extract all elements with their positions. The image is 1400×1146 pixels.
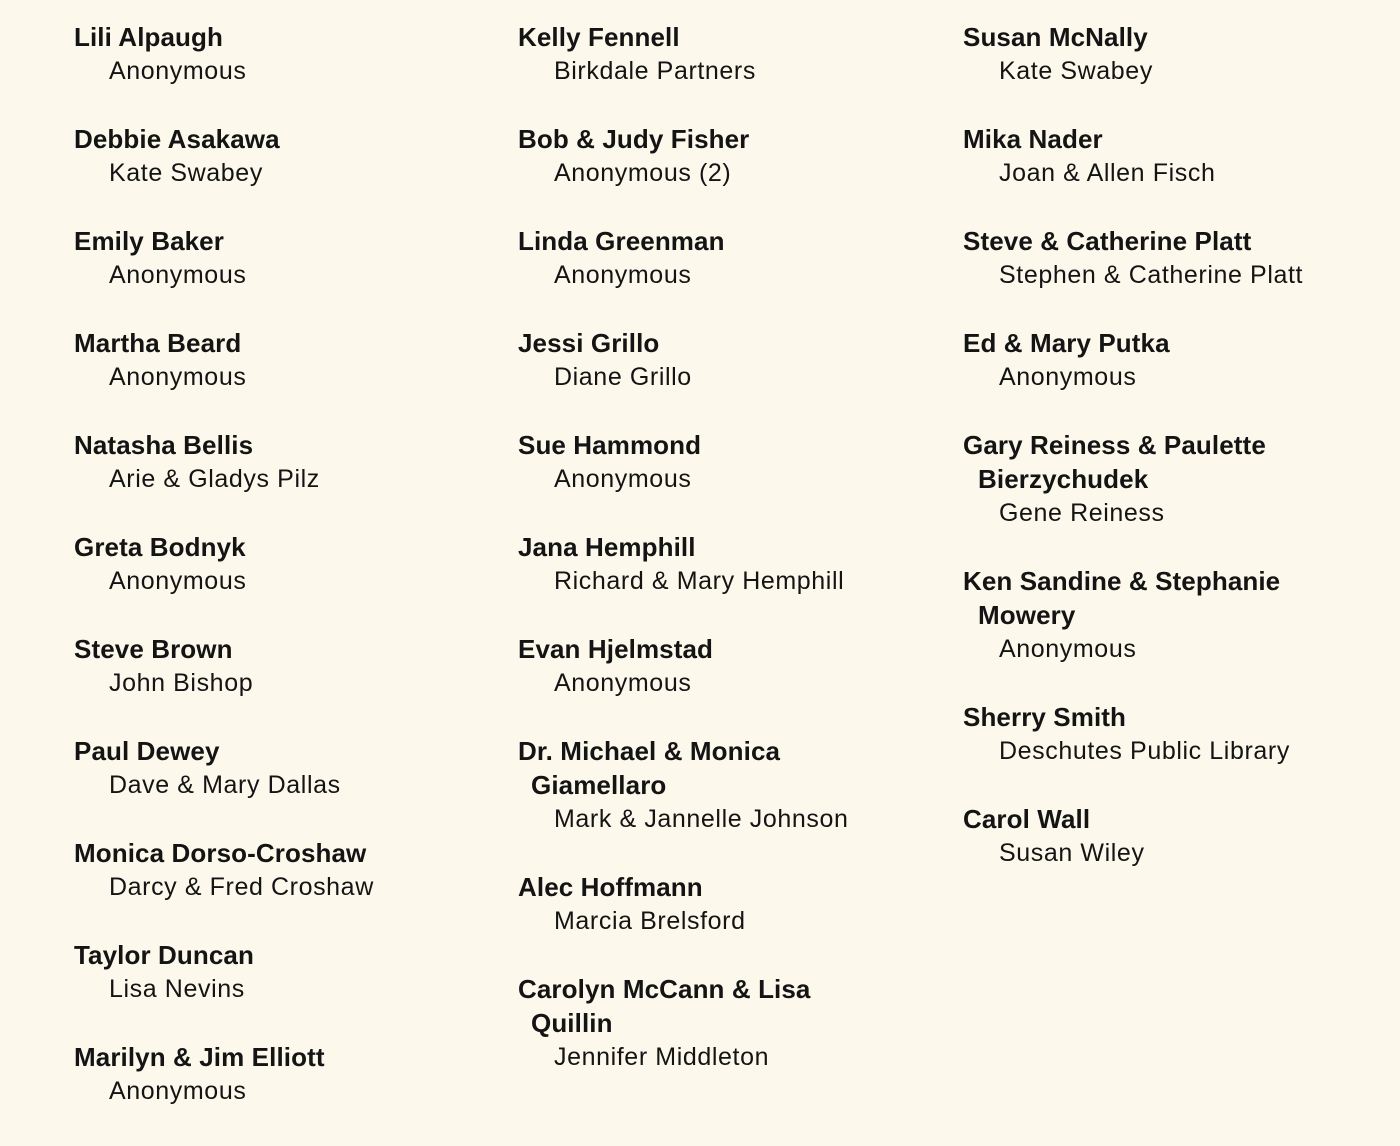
tribute-entry bbox=[963, 326, 1383, 394]
honoree-name: Debbie Asakawa bbox=[74, 124, 280, 154]
tribute-entry bbox=[963, 700, 1383, 768]
tribute-entry bbox=[963, 428, 1383, 530]
donor-name: Anonymous bbox=[554, 465, 692, 493]
donor-name: Kate Swabey bbox=[999, 57, 1153, 85]
tribute-entry bbox=[74, 530, 494, 598]
honoree-name: Linda Greenman bbox=[518, 226, 725, 256]
tribute-entry bbox=[74, 428, 494, 496]
donor-name: Joan & Allen Fisch bbox=[999, 159, 1216, 187]
donor-name: Anonymous bbox=[109, 363, 247, 391]
honor-column-3 bbox=[963, 20, 1383, 904]
tribute-entry bbox=[74, 1040, 494, 1108]
honoree-name: Steve & Catherine Platt bbox=[963, 226, 1252, 256]
donor-name: Lisa Nevins bbox=[109, 975, 245, 1003]
tribute-entry bbox=[518, 972, 938, 1074]
donor-name: Anonymous bbox=[554, 669, 692, 697]
honoree-name: Natasha Bellis bbox=[74, 430, 254, 460]
donor-name: Mark & Jannelle Johnson bbox=[554, 805, 849, 833]
honoree-name: Ed & Mary Putka bbox=[963, 328, 1170, 358]
honoree-name: Jana Hemphill bbox=[518, 532, 696, 562]
honor-column-2 bbox=[518, 20, 938, 1108]
tribute-entry bbox=[963, 564, 1383, 666]
donor-name: Anonymous bbox=[554, 261, 692, 289]
donor-name: Richard & Mary Hemphill bbox=[554, 567, 845, 595]
honoree-name: Sherry Smith bbox=[963, 702, 1127, 732]
tribute-entry bbox=[963, 802, 1383, 870]
honoree-name: Taylor Duncan bbox=[74, 940, 254, 970]
tribute-entry bbox=[74, 734, 494, 802]
honor-column-1 bbox=[74, 20, 494, 1142]
tribute-entry bbox=[74, 326, 494, 394]
honoree-name: Marilyn & Jim Elliott bbox=[74, 1042, 325, 1072]
donor-name: Anonymous bbox=[109, 567, 247, 595]
tribute-entry bbox=[963, 224, 1383, 292]
donor-name: Anonymous bbox=[109, 57, 247, 85]
tribute-entry bbox=[518, 428, 938, 496]
donor-name: Darcy & Fred Croshaw bbox=[109, 873, 374, 901]
tribute-entry bbox=[518, 870, 938, 938]
donor-name: Jennifer Middleton bbox=[554, 1043, 770, 1071]
tribute-entry bbox=[74, 632, 494, 700]
donor-name: Diane Grillo bbox=[554, 363, 692, 391]
tribute-entry bbox=[74, 224, 494, 292]
tribute-entry bbox=[74, 938, 494, 1006]
donor-name: Anonymous bbox=[109, 1077, 247, 1105]
honoree-name: Susan McNally bbox=[963, 22, 1148, 52]
donor-name: Anonymous (2) bbox=[554, 159, 732, 187]
honoree-name: Lili Alpaugh bbox=[74, 22, 223, 52]
honoree-name: Jessi Grillo bbox=[518, 328, 660, 358]
honoree-name: Carol Wall bbox=[963, 804, 1091, 834]
donor-name: Marcia Brelsford bbox=[554, 907, 746, 935]
honoree-name: Paul Dewey bbox=[74, 736, 220, 766]
tribute-entry bbox=[963, 20, 1383, 88]
tribute-entry bbox=[518, 122, 938, 190]
honoree-name: Greta Bodnyk bbox=[74, 532, 246, 562]
donor-name: John Bishop bbox=[109, 669, 254, 697]
donor-name: Anonymous bbox=[999, 363, 1137, 391]
donor-name: Stephen & Catherine Platt bbox=[999, 261, 1304, 289]
donor-name: Kate Swabey bbox=[109, 159, 263, 187]
donor-name: Arie & Gladys Pilz bbox=[109, 465, 320, 493]
honoree-name: Carolyn McCann & Lisa Quillin bbox=[518, 974, 811, 1038]
tribute-entry bbox=[518, 326, 938, 394]
honoree-name: Kelly Fennell bbox=[518, 22, 680, 52]
honoree-name: Evan Hjelmstad bbox=[518, 634, 714, 664]
donor-name: Anonymous bbox=[109, 261, 247, 289]
tribute-entry bbox=[74, 836, 494, 904]
tribute-entry bbox=[518, 20, 938, 88]
tribute-entry bbox=[518, 224, 938, 292]
honoree-name: Steve Brown bbox=[74, 634, 233, 664]
tribute-entry bbox=[74, 20, 494, 88]
honoree-name: Dr. Michael & Monica Giamellaro bbox=[518, 736, 781, 800]
donor-name: Susan Wiley bbox=[999, 839, 1145, 867]
honoree-name: Martha Beard bbox=[74, 328, 242, 358]
honoree-name: Gary Reiness & Paulette Bierzychudek bbox=[963, 430, 1266, 494]
honoree-name: Ken Sandine & Stephanie Mowery bbox=[963, 566, 1281, 630]
donor-name: Deschutes Public Library bbox=[999, 737, 1290, 765]
tribute-entry bbox=[74, 122, 494, 190]
tribute-entry bbox=[963, 122, 1383, 190]
honoree-name: Sue Hammond bbox=[518, 430, 702, 460]
tribute-entry bbox=[518, 632, 938, 700]
tribute-entry bbox=[518, 734, 938, 836]
honoree-name: Monica Dorso-Croshaw bbox=[74, 838, 367, 868]
honoree-name: Mika Nader bbox=[963, 124, 1103, 154]
tribute-entry bbox=[518, 530, 938, 598]
donor-name: Birkdale Partners bbox=[554, 57, 756, 85]
donor-name: Dave & Mary Dallas bbox=[109, 771, 341, 799]
donor-name: Anonymous bbox=[999, 635, 1137, 663]
donor-name: Gene Reiness bbox=[999, 499, 1165, 527]
honoree-name: Bob & Judy Fisher bbox=[518, 124, 750, 154]
honoree-name: Alec Hoffmann bbox=[518, 872, 703, 902]
honoree-name: Emily Baker bbox=[74, 226, 224, 256]
